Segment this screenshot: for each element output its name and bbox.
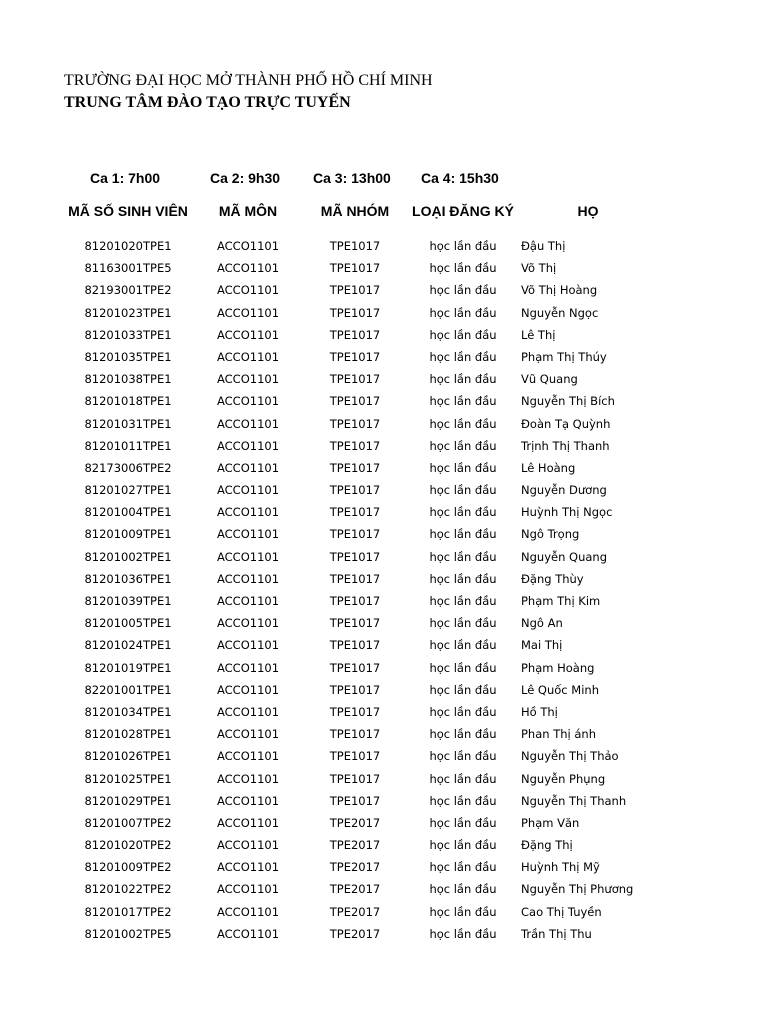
registration-type-cell: học lần đầu xyxy=(429,483,497,498)
group-code-cell: TPE1017 xyxy=(329,594,381,608)
student-id-cell: 81201020TPE1 xyxy=(84,239,172,253)
student-id-cell: 81201009TPE2 xyxy=(84,860,172,875)
student-id-cell: 81201022TPE2 xyxy=(84,882,172,897)
student-id-cell: 81201031TPE1 xyxy=(84,416,172,431)
registration-type-cell: học lần đầu xyxy=(429,860,497,875)
surname-cell: Võ Thị Hoàng xyxy=(521,283,598,298)
center-name: TRUNG TÂM ĐÀO TẠO TRỰC TUYẾN xyxy=(64,94,351,111)
col-student-id: MÃ SỐ SINH VIÊN xyxy=(68,203,188,219)
table-row xyxy=(0,747,768,769)
student-id-cell: 81201036TPE1 xyxy=(84,571,172,586)
group-code-cell: TPE1017 xyxy=(329,372,381,387)
subject-code-cell: ACCO1101 xyxy=(216,549,280,564)
surname-cell: Nguyễn Ngọc xyxy=(521,305,599,320)
group-code-cell: TPE1017 xyxy=(329,704,381,719)
group-code-cell: TPE1017 xyxy=(329,549,381,564)
surname-cell: Lê Thị xyxy=(521,327,556,342)
col-subject-code: MÃ MÔN xyxy=(218,203,278,219)
subject-code-cell: ACCO1101 xyxy=(216,460,280,475)
subject-code-cell: ACCO1101 xyxy=(216,438,280,453)
student-id-cell: 81201028TPE1 xyxy=(84,727,172,742)
table-header xyxy=(0,203,768,225)
table-row xyxy=(0,925,768,947)
group-code-cell: TPE1017 xyxy=(329,483,381,498)
student-id-cell: 81201029TPE1 xyxy=(84,793,172,808)
registration-type-cell: học lần đầu xyxy=(429,682,497,697)
surname-cell: Phạm Thị Thúy xyxy=(521,349,607,364)
table-row xyxy=(0,481,768,503)
registration-type-cell: học lần đầu xyxy=(429,727,497,742)
surname-cell: Huỳnh Thị Ngọc xyxy=(521,505,613,520)
subject-code-cell: ACCO1101 xyxy=(216,704,280,719)
registration-type-cell: học lần đầu xyxy=(429,904,497,919)
student-id-cell: 82173006TPE2 xyxy=(84,460,172,475)
group-code-cell: TPE1017 xyxy=(329,505,381,520)
group-code-cell: TPE2017 xyxy=(329,815,381,830)
subject-code-cell: ACCO1101 xyxy=(216,416,280,431)
registration-type-cell: học lần đầu xyxy=(429,505,497,520)
group-code-cell: TPE2017 xyxy=(329,926,381,941)
surname-cell: Đoàn Tạ Quỳnh xyxy=(521,416,611,431)
table-row xyxy=(0,326,768,348)
subject-code-cell: ACCO1101 xyxy=(216,682,280,697)
group-code-cell: TPE1017 xyxy=(329,305,381,320)
table-row xyxy=(0,392,768,414)
table-row xyxy=(0,503,768,525)
subject-code-cell: ACCO1101 xyxy=(216,749,280,764)
group-code-cell: TPE1017 xyxy=(329,239,381,253)
group-code-cell: TPE1017 xyxy=(329,438,381,453)
student-id-cell: 81201017TPE2 xyxy=(84,904,172,919)
surname-cell: Nguyễn Thị Thảo xyxy=(521,749,619,764)
registration-type-cell: học lần đầu xyxy=(429,239,497,253)
surname-cell: Ngô An xyxy=(521,616,563,631)
subject-code-cell: ACCO1101 xyxy=(216,904,280,919)
group-code-cell: TPE1017 xyxy=(329,682,381,697)
subject-code-cell: ACCO1101 xyxy=(216,838,280,853)
student-id-cell: 81201009TPE1 xyxy=(84,527,172,542)
shift-2: Ca 2: 9h30 xyxy=(210,170,281,186)
group-code-cell: TPE2017 xyxy=(329,904,381,919)
registration-type-cell: học lần đầu xyxy=(429,416,497,431)
registration-type-cell: học lần đầu xyxy=(429,704,497,719)
student-id-cell: 81201038TPE1 xyxy=(84,372,172,387)
subject-code-cell: ACCO1101 xyxy=(216,394,280,409)
surname-cell: Trần Thị Thu xyxy=(521,926,592,941)
registration-type-cell: học lần đầu xyxy=(429,261,497,276)
table-row xyxy=(0,636,768,658)
table-row xyxy=(0,459,768,481)
group-code-cell: TPE1017 xyxy=(329,571,381,586)
table-row xyxy=(0,659,768,681)
student-id-cell: 81201033TPE1 xyxy=(84,327,172,342)
surname-cell: Nguyễn Quang xyxy=(521,549,607,564)
student-id-cell: 81201005TPE1 xyxy=(84,616,172,631)
group-code-cell: TPE1017 xyxy=(329,416,381,431)
surname-cell: Phạm Hoàng xyxy=(521,660,595,675)
shift-3: Ca 3: 13h00 xyxy=(313,170,391,186)
surname-cell: Đặng Thùy xyxy=(521,571,584,586)
registration-type-cell: học lần đầu xyxy=(429,327,497,342)
student-id-cell: 81201026TPE1 xyxy=(84,749,172,764)
registration-type-cell: học lần đầu xyxy=(429,815,497,830)
shift-4: Ca 4: 15h30 xyxy=(421,170,499,186)
group-code-cell: TPE1017 xyxy=(329,349,381,364)
table-row xyxy=(0,770,768,792)
subject-code-cell: ACCO1101 xyxy=(216,527,280,542)
group-code-cell: TPE1017 xyxy=(329,327,381,342)
surname-cell: Võ Thị xyxy=(521,261,557,276)
table-row xyxy=(0,525,768,547)
surname-cell: Lê Quốc Minh xyxy=(521,682,599,697)
table-row xyxy=(0,437,768,459)
group-code-cell: TPE2017 xyxy=(329,882,381,897)
table-row xyxy=(0,370,768,392)
table-row xyxy=(0,880,768,902)
subject-code-cell: ACCO1101 xyxy=(216,372,280,387)
university-name: TRƯỜNG ĐẠI HỌC MỞ THÀNH PHỐ HỒ CHÍ MINH xyxy=(64,72,433,89)
surname-cell: Phạm Văn xyxy=(521,815,580,830)
registration-type-cell: học lần đầu xyxy=(429,349,497,364)
subject-code-cell: ACCO1101 xyxy=(216,261,280,276)
table-row xyxy=(0,681,768,703)
document-header xyxy=(64,70,433,114)
registration-type-cell: học lần đầu xyxy=(429,793,497,808)
subject-code-cell: ACCO1101 xyxy=(216,815,280,830)
table-row xyxy=(0,792,768,814)
subject-code-cell: ACCO1101 xyxy=(216,616,280,631)
subject-code-cell: ACCO1101 xyxy=(216,638,280,653)
subject-code-cell: ACCO1101 xyxy=(216,327,280,342)
student-id-cell: 82193001TPE2 xyxy=(84,283,172,298)
subject-code-cell: ACCO1101 xyxy=(216,594,280,608)
group-code-cell: TPE1017 xyxy=(329,394,381,409)
surname-cell: Phạm Thị Kim xyxy=(521,594,601,608)
registration-type-cell: học lần đầu xyxy=(429,882,497,897)
subject-code-cell: ACCO1101 xyxy=(216,771,280,786)
surname-cell: Cao Thị Tuyền xyxy=(521,904,602,919)
subject-code-cell: ACCO1101 xyxy=(216,283,280,298)
group-code-cell: TPE2017 xyxy=(329,838,381,853)
group-code-cell: TPE1017 xyxy=(329,771,381,786)
subject-code-cell: ACCO1101 xyxy=(216,660,280,675)
student-id-cell: 81201002TPE5 xyxy=(84,926,172,941)
subject-code-cell: ACCO1101 xyxy=(216,793,280,808)
col-registration-type: LOẠI ĐĂNG KÝ xyxy=(412,203,514,219)
table-row xyxy=(0,592,768,614)
student-id-cell: 81201019TPE1 xyxy=(84,660,172,675)
surname-cell: Nguyễn Thị Thanh xyxy=(521,793,627,808)
surname-cell: Mai Thị xyxy=(521,638,563,653)
registration-type-cell: học lần đầu xyxy=(429,594,497,608)
group-code-cell: TPE1017 xyxy=(329,616,381,631)
table-row xyxy=(0,858,768,880)
student-id-cell: 81163001TPE5 xyxy=(84,261,172,276)
student-id-cell: 81201007TPE2 xyxy=(84,815,172,830)
table-row xyxy=(0,304,768,326)
registration-type-cell: học lần đầu xyxy=(429,460,497,475)
registration-type-cell: học lần đầu xyxy=(429,571,497,586)
surname-cell: Hồ Thị xyxy=(521,704,558,719)
surname-cell: Nguyễn Phụng xyxy=(521,771,606,786)
exam-shifts xyxy=(0,170,768,192)
registration-type-cell: học lần đầu xyxy=(429,549,497,564)
subject-code-cell: ACCO1101 xyxy=(216,571,280,586)
subject-code-cell: ACCO1101 xyxy=(216,305,280,320)
table-row xyxy=(0,703,768,725)
shift-1: Ca 1: 7h00 xyxy=(90,170,161,186)
table-row xyxy=(0,903,768,925)
group-code-cell: TPE1017 xyxy=(329,527,381,542)
col-group-code: MÃ NHÓM xyxy=(320,203,390,219)
group-code-cell: TPE1017 xyxy=(329,660,381,675)
table-row xyxy=(0,259,768,281)
surname-cell: Trịnh Thị Thanh xyxy=(521,438,610,453)
registration-type-cell: học lần đầu xyxy=(429,638,497,653)
student-id-cell: 81201004TPE1 xyxy=(84,505,172,520)
student-id-cell: 81201039TPE1 xyxy=(84,594,172,608)
surname-cell: Huỳnh Thị Mỹ xyxy=(521,860,600,875)
table-row xyxy=(0,570,768,592)
registration-type-cell: học lần đầu xyxy=(429,438,497,453)
student-id-cell: 81201025TPE1 xyxy=(84,771,172,786)
student-id-cell: 81201011TPE1 xyxy=(84,438,172,453)
student-id-cell: 81201020TPE2 xyxy=(84,838,172,853)
group-code-cell: TPE1017 xyxy=(329,727,381,742)
registration-type-cell: học lần đầu xyxy=(429,394,497,409)
surname-cell: Nguyễn Thị Phương xyxy=(521,882,634,897)
student-id-cell: 81201002TPE1 xyxy=(84,549,172,564)
registration-type-cell: học lần đầu xyxy=(429,372,497,387)
subject-code-cell: ACCO1101 xyxy=(216,483,280,498)
registration-type-cell: học lần đầu xyxy=(429,527,497,542)
table-row xyxy=(0,814,768,836)
student-id-cell: 82201001TPE1 xyxy=(84,682,172,697)
group-code-cell: TPE1017 xyxy=(329,749,381,764)
registration-type-cell: học lần đầu xyxy=(429,283,497,298)
subject-code-cell: ACCO1101 xyxy=(216,860,280,875)
registration-type-cell: học lần đầu xyxy=(429,749,497,764)
table-row xyxy=(0,836,768,858)
group-code-cell: TPE1017 xyxy=(329,638,381,653)
registration-type-cell: học lần đầu xyxy=(429,926,497,941)
table-row xyxy=(0,281,768,303)
subject-code-cell: ACCO1101 xyxy=(216,349,280,364)
surname-cell: Phan Thị ánh xyxy=(521,727,597,742)
surname-cell: Nguyễn Dương xyxy=(521,483,607,498)
group-code-cell: TPE1017 xyxy=(329,283,381,298)
registration-type-cell: học lần đầu xyxy=(429,771,497,786)
student-id-cell: 81201018TPE1 xyxy=(84,394,172,409)
subject-code-cell: ACCO1101 xyxy=(216,239,280,253)
registration-type-cell: học lần đầu xyxy=(429,838,497,853)
group-code-cell: TPE1017 xyxy=(329,261,381,276)
surname-cell: Lê Hoàng xyxy=(521,460,576,475)
registration-type-cell: học lần đầu xyxy=(429,305,497,320)
student-id-cell: 81201024TPE1 xyxy=(84,638,172,653)
subject-code-cell: ACCO1101 xyxy=(216,505,280,520)
group-code-cell: TPE1017 xyxy=(329,793,381,808)
surname-cell: Ngô Trọng xyxy=(521,527,580,542)
surname-cell: Đặng Thị xyxy=(521,838,573,853)
registration-type-cell: học lần đầu xyxy=(429,616,497,631)
surname-cell: Vũ Quang xyxy=(521,372,578,387)
student-id-cell: 81201027TPE1 xyxy=(84,483,172,498)
registration-type-cell: học lần đầu xyxy=(429,660,497,675)
surname-cell: Nguyễn Thị Bích xyxy=(521,394,615,409)
student-id-cell: 81201023TPE1 xyxy=(84,305,172,320)
table-row xyxy=(0,237,768,259)
col-surname: HỌ xyxy=(577,203,599,219)
group-code-cell: TPE2017 xyxy=(329,860,381,875)
student-id-cell: 81201035TPE1 xyxy=(84,349,172,364)
table-row xyxy=(0,614,768,636)
subject-code-cell: ACCO1101 xyxy=(216,882,280,897)
table-row xyxy=(0,725,768,747)
subject-code-cell: ACCO1101 xyxy=(216,727,280,742)
table-row xyxy=(0,348,768,370)
subject-code-cell: ACCO1101 xyxy=(216,926,280,941)
table-row xyxy=(0,548,768,570)
student-id-cell: 81201034TPE1 xyxy=(84,704,172,719)
surname-cell: Đậu Thị xyxy=(521,239,566,253)
table-row xyxy=(0,415,768,437)
table-body xyxy=(0,237,768,947)
group-code-cell: TPE1017 xyxy=(329,460,381,475)
